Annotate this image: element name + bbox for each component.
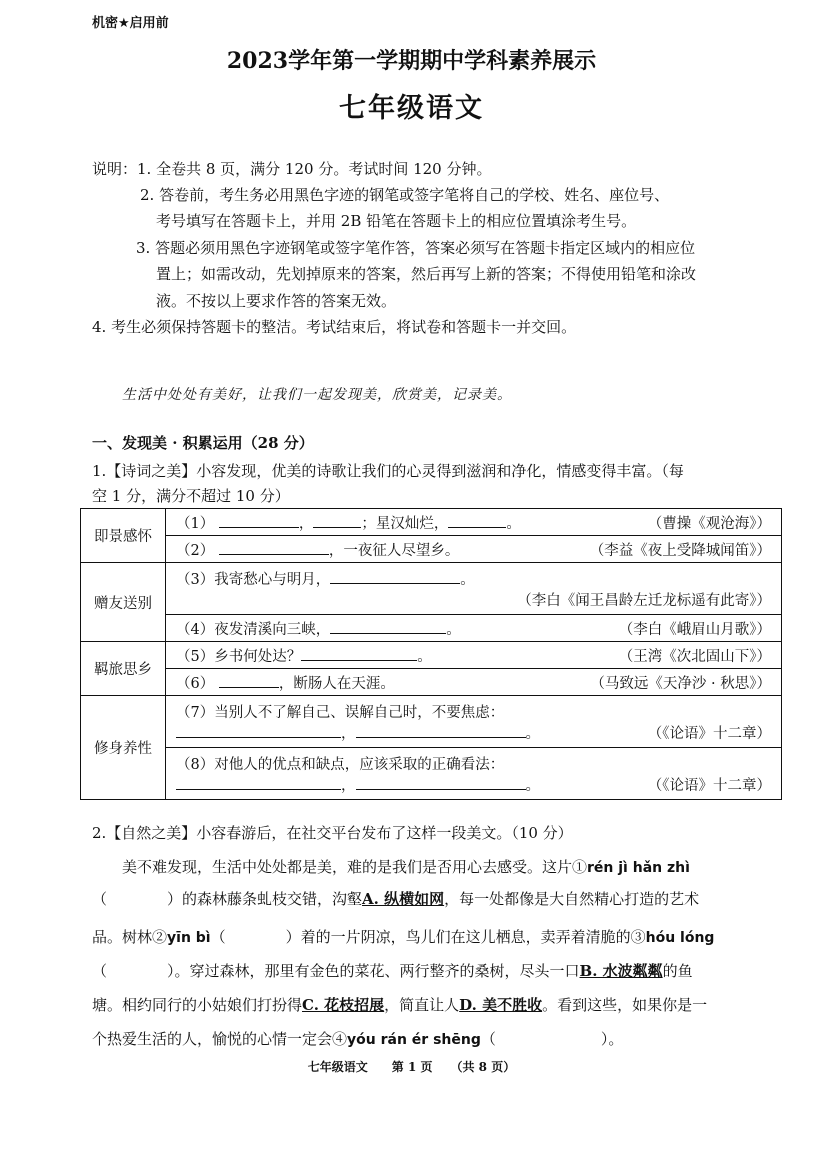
poem-row-3: （3）我寄愁心与明月， 。 （李白《闻王昌龄左迁龙标遥有此寄》）: [166, 563, 782, 615]
passage-line-4: [92, 960, 786, 981]
passage-text: ，简直让人: [384, 996, 460, 1014]
poem-text: （3）我寄愁心与明月，: [176, 571, 331, 588]
answer-blank[interactable]: [219, 513, 299, 528]
answer-blank[interactable]: [356, 775, 526, 790]
poem-text: ，一夜征人尽望乡。: [328, 542, 460, 559]
passage-text: 的鱼: [662, 962, 693, 980]
passage-line-5: [92, 994, 786, 1015]
poem-row-4: （4）夜发清溪向三峡， 。 （李白《峨眉山月歌》）: [166, 615, 782, 642]
answer-blank[interactable]: [313, 513, 361, 528]
poem-text: （4）夜发清溪向三峡，: [176, 621, 331, 638]
subject-title: 七年级语文: [339, 93, 484, 124]
row-number: （1）: [176, 515, 215, 532]
answer-blank[interactable]: [330, 619, 446, 634]
instruction-2a: 2. 答卷前，考生务必用黑色字迹的钢笔或签字笔将自己的学校、姓名、座位号、: [140, 186, 670, 204]
passage-text: 美不难发现，生活中处处都是美，难的是我们是否用心去感受。这片①: [122, 858, 588, 876]
category-scenery: 即景感怀: [81, 509, 166, 563]
underlined-phrase-c: C. 花枝招展: [302, 996, 385, 1014]
instruction-1: 说明：1. 全卷共 8 页，满分 120 分。考试时间 120 分钟。: [92, 160, 492, 178]
poem-source: （李白《闻王昌龄左迁龙标遥有此寄》）: [517, 592, 771, 609]
passage-text: （ ）。: [480, 1030, 624, 1048]
passage-text: （ ）的森林藤条虬枝交错，沟壑: [92, 890, 363, 908]
poem-text: （8）对他人的优点和缺点，应该采取的正确看法：: [176, 756, 505, 773]
poem-row-7: （7）当别人不了解自己、误解自己时，不要焦虑： ， 。 （《论语》十二章）: [166, 696, 782, 748]
page-footer: 七年级语文 第 1 页 （共 8 页）: [307, 1060, 516, 1074]
poem-source: （马致远《天净沙 · 秋思》）: [590, 675, 771, 692]
answer-blank[interactable]: [448, 513, 506, 528]
question-1-stem: 1.【诗词之美】小容发现，优美的诗歌让我们的心灵得到滋润和净化，情感变得丰富。（每: [92, 462, 684, 480]
passage-line-3: [92, 926, 786, 947]
poem-source: （王湾《次北固山下》）: [618, 648, 771, 665]
instruction-2b: 考号填写在答题卡上，并用 2B 铅笔在答题卡上的相应位置填涂考生号。: [156, 212, 637, 230]
passage-line-2: [92, 888, 786, 909]
instruction-3c: 液。不按以上要求作答的答案无效。: [156, 292, 397, 310]
pinyin-prompt: yóu rán ér shēng: [347, 1032, 481, 1048]
instruction-3a: 3. 答题必须用黑色字迹钢笔或签字笔作答，答案必须写在答题卡指定区域内的相应位: [136, 239, 696, 257]
passage-text: 品。树林②: [92, 928, 168, 946]
answer-blank[interactable]: [356, 723, 526, 738]
pinyin-prompt: rén jì hǎn zhì: [587, 860, 690, 876]
poem-row-8: （8）对他人的优点和缺点，应该采取的正确看法： ， 。 （《论语》十二章）: [166, 748, 782, 800]
answer-blank[interactable]: [176, 723, 341, 738]
pinyin-prompt: yīn bì: [167, 930, 211, 946]
confidential-mark: 机密★启用前: [92, 16, 169, 31]
passage-line-6: [92, 1028, 786, 1049]
question-1-stem-cont: 空 1 分，满分不超过 10 分）: [92, 487, 290, 505]
section-heading: 一、发现美 · 积累运用（28 分）: [92, 434, 314, 452]
poem-source: （《论语》十二章）: [647, 777, 771, 794]
answer-blank[interactable]: [176, 775, 341, 790]
passage-line-1: [92, 856, 786, 877]
underlined-phrase-b: B. 水波粼粼: [579, 962, 663, 980]
poem-row-2: [166, 536, 782, 563]
answer-blank[interactable]: [301, 646, 417, 661]
row-number: （6）: [176, 675, 215, 692]
passage-text: （ ）。穿过森林，那里有金色的菜花、两行整齐的桑树，尽头一口: [92, 962, 580, 980]
instruction-3b: 置上；如需改动，先划掉原来的答案，然后再写上新的答案；不得使用铅笔和涂改: [156, 265, 697, 283]
poem-table: [80, 508, 782, 800]
answer-blank[interactable]: [219, 540, 329, 555]
poem-text: （5）乡书何处达？: [176, 648, 302, 665]
poem-source: （曹操《观沧海》）: [647, 515, 771, 532]
poem-text: ，断肠人在天涯。: [278, 675, 395, 692]
underlined-phrase-d: D. 美不胜收: [459, 996, 543, 1014]
pinyin-prompt: hóu lóng: [645, 930, 715, 946]
question-2-stem: 2.【自然之美】小容春游后，在社交平台发布了这样一段美文。（10 分）: [92, 824, 573, 842]
passage-text: 。看到这些，如果你是一: [542, 996, 708, 1014]
category-self-cultivation: 修身养性: [81, 696, 166, 800]
poem-text: 星汉灿烂，: [375, 515, 449, 532]
motto: 生活中处处有美好，让我们一起发现美，欣赏美，记录美。: [122, 387, 512, 403]
passage-text: （ ）着的一片阴凉，鸟儿们在这儿栖息，卖弄着清脆的③: [210, 928, 646, 946]
answer-blank[interactable]: [219, 673, 279, 688]
poem-source: （李白《峨眉山月歌》）: [618, 621, 771, 638]
poem-row-6: [166, 669, 782, 696]
answer-blank[interactable]: [330, 569, 460, 584]
category-homesick: 羁旅思乡: [81, 642, 166, 696]
passage-text: 个热爱生活的人，愉悦的心情一定会④: [92, 1030, 348, 1048]
row-number: （2）: [176, 542, 215, 559]
exam-title: 2023学年第一学期期中学科素养展示: [226, 48, 597, 74]
poem-text: （7）当别人不了解自己、误解自己时，不要焦虑：: [176, 704, 505, 721]
poem-row-5: （5）乡书何处达？ 。 （王湾《次北固山下》）: [166, 642, 782, 669]
poem-source: （《论语》十二章）: [647, 725, 771, 742]
poem-row-1: （1） ， ；星汉灿烂， 。 （曹操《观沧海》）: [166, 509, 782, 536]
instruction-4: 4. 考生必须保持答题卡的整洁。考试结束后，将试卷和答题卡一并交回。: [92, 318, 577, 336]
passage-text: ，每一处都像是大自然精心打造的艺术: [444, 890, 700, 908]
underlined-phrase-a: A. 纵横如网: [362, 890, 445, 908]
poem-source: （李益《夜上受降城闻笛》）: [589, 542, 771, 559]
passage-text: 塘。相约同行的小姑娘们打扮得: [92, 996, 303, 1014]
category-farewell: 赠友送别: [81, 563, 166, 642]
